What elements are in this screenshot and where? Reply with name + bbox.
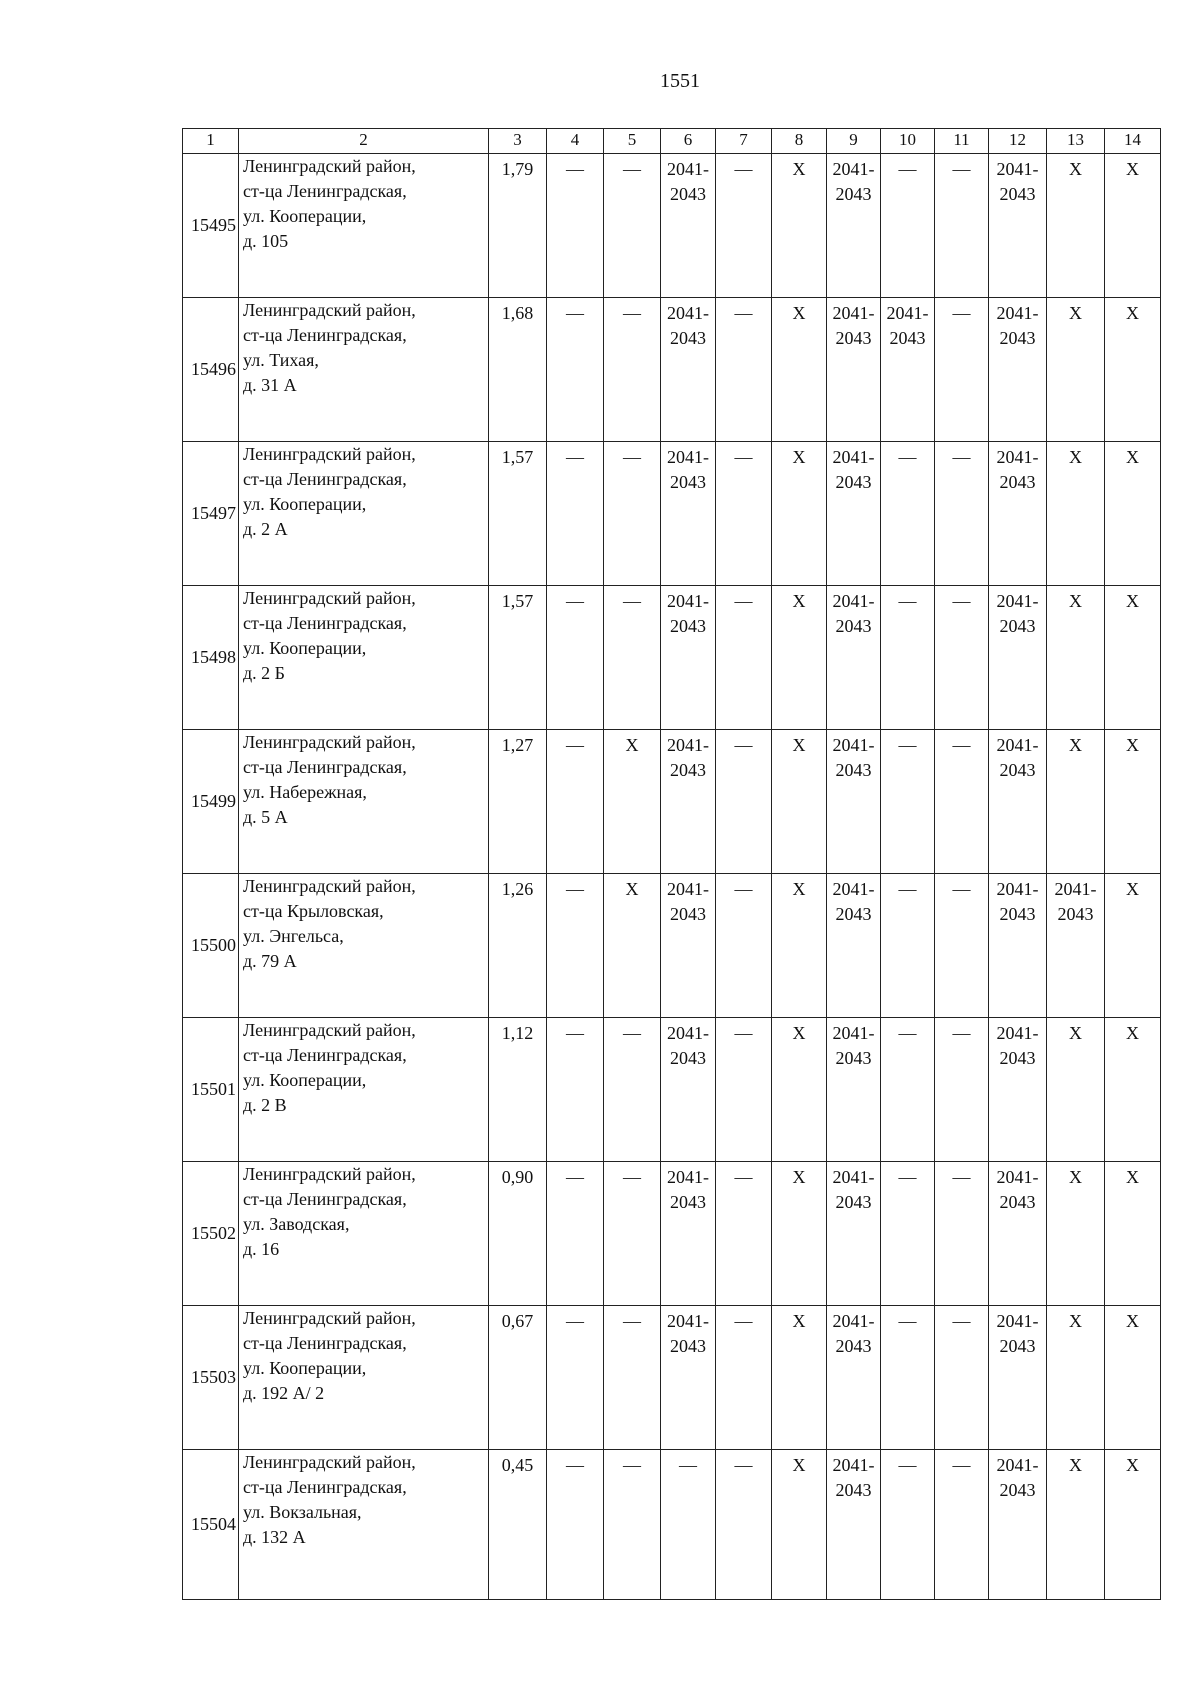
col13-cell bbox=[1047, 1306, 1105, 1450]
col4-cell: — bbox=[547, 1306, 604, 1450]
address-cell bbox=[239, 730, 489, 874]
col8-cell: Х bbox=[772, 1018, 827, 1162]
col9-cell-line: 2043 bbox=[835, 1480, 872, 1500]
col6-cell-line: 2041- bbox=[667, 303, 709, 323]
col10-cell bbox=[881, 730, 935, 874]
col6-cell-line: 2041- bbox=[667, 735, 709, 755]
address-cell bbox=[239, 1162, 489, 1306]
col6-cell-line: 2043 bbox=[670, 1336, 706, 1356]
table-row bbox=[183, 154, 1161, 298]
col9-cell-line: 2043 bbox=[835, 184, 872, 204]
col14-cell: Х bbox=[1105, 1306, 1161, 1450]
col12-cell-line: 2043 bbox=[999, 760, 1036, 780]
col5-cell: — bbox=[604, 586, 661, 730]
value-cell: 1,79 bbox=[489, 154, 547, 298]
col4-cell: — bbox=[547, 1018, 604, 1162]
col12-cell-line: 2041- bbox=[996, 447, 1039, 467]
col13-cell bbox=[1047, 586, 1105, 730]
col13-cell bbox=[1047, 442, 1105, 586]
col6-cell bbox=[661, 730, 716, 874]
address-cell-line: ул. Кооперации, bbox=[243, 638, 367, 658]
column-header: 10 bbox=[881, 129, 935, 154]
table-row bbox=[183, 298, 1161, 442]
col9-cell-line: 2043 bbox=[835, 760, 872, 780]
col10-cell bbox=[881, 154, 935, 298]
col14-cell: Х bbox=[1105, 1162, 1161, 1306]
address-cell-line: д. 5 А bbox=[243, 807, 288, 827]
column-header: 14 bbox=[1105, 129, 1161, 154]
col6-cell-line: 2041- bbox=[667, 591, 709, 611]
col12-cell-line: 2043 bbox=[999, 904, 1036, 924]
address-cell bbox=[239, 1450, 489, 1600]
col11-cell: — bbox=[935, 1018, 989, 1162]
col12-cell-line: 2041- bbox=[996, 1167, 1039, 1187]
col11-cell: — bbox=[935, 154, 989, 298]
col5-cell: — bbox=[604, 1306, 661, 1450]
record-number: 15499 bbox=[183, 730, 239, 874]
column-header: 1 bbox=[183, 129, 239, 154]
col14-cell: Х bbox=[1105, 586, 1161, 730]
col9-cell-line: 2041- bbox=[832, 1023, 875, 1043]
col12-cell bbox=[989, 874, 1047, 1018]
col9-cell bbox=[827, 442, 881, 586]
col12-cell bbox=[989, 298, 1047, 442]
col12-cell-line: 2043 bbox=[999, 1192, 1036, 1212]
col10-cell-line: — bbox=[898, 1311, 917, 1331]
col13-cell bbox=[1047, 874, 1105, 1018]
col14-cell: Х bbox=[1105, 874, 1161, 1018]
address-cell-line: ул. Тихая, bbox=[243, 350, 319, 370]
col9-cell-line: 2043 bbox=[835, 1192, 872, 1212]
col6-cell bbox=[661, 1450, 716, 1600]
page-number: 1551 bbox=[660, 70, 700, 92]
col11-cell: — bbox=[935, 1450, 989, 1600]
address-cell bbox=[239, 874, 489, 1018]
address-cell-line: ст-ца Ленинградская, bbox=[243, 1333, 407, 1353]
col12-cell bbox=[989, 1306, 1047, 1450]
address-cell-line: Ленинградский район, bbox=[243, 1020, 416, 1040]
col6-cell-line: 2041- bbox=[667, 1311, 709, 1331]
col13-cell bbox=[1047, 1018, 1105, 1162]
column-header: 3 bbox=[489, 129, 547, 154]
col9-cell-line: 2043 bbox=[835, 1048, 872, 1068]
col6-cell-line: — bbox=[679, 1455, 697, 1475]
col9-cell-line: 2043 bbox=[835, 616, 872, 636]
value-cell: 1,57 bbox=[489, 442, 547, 586]
col8-cell: Х bbox=[772, 154, 827, 298]
col9-cell-line: 2041- bbox=[832, 1167, 875, 1187]
col7-cell: — bbox=[716, 154, 772, 298]
col10-cell-line: — bbox=[898, 735, 917, 755]
col10-cell bbox=[881, 586, 935, 730]
address-cell-line: ул. Заводская, bbox=[243, 1214, 350, 1234]
col7-cell: — bbox=[716, 1450, 772, 1600]
address-cell-line: ст-ца Ленинградская, bbox=[243, 1477, 407, 1497]
col10-cell-line: — bbox=[898, 159, 917, 179]
address-cell-line: д. 2 А bbox=[243, 519, 288, 539]
table-row bbox=[183, 1162, 1161, 1306]
record-number: 15498 bbox=[183, 586, 239, 730]
address-cell-line: ул. Кооперации, bbox=[243, 206, 367, 226]
col13-cell-line: Х bbox=[1069, 159, 1082, 179]
col8-cell: Х bbox=[772, 874, 827, 1018]
address-cell-line: ст-ца Ленинградская, bbox=[243, 181, 407, 201]
table-row bbox=[183, 874, 1161, 1018]
address-cell-line: Ленинградский район, bbox=[243, 1308, 416, 1328]
address-cell-line: д. 2 Б bbox=[243, 663, 285, 683]
col12-cell-line: 2043 bbox=[999, 1336, 1036, 1356]
table-row bbox=[183, 1018, 1161, 1162]
col9-cell-line: 2043 bbox=[835, 328, 872, 348]
column-number-row bbox=[183, 129, 1161, 154]
col9-cell-line: 2041- bbox=[832, 1311, 875, 1331]
col10-cell bbox=[881, 1018, 935, 1162]
col4-cell: — bbox=[547, 154, 604, 298]
col14-cell: Х bbox=[1105, 298, 1161, 442]
col8-cell: Х bbox=[772, 1306, 827, 1450]
col12-cell-line: 2043 bbox=[999, 1048, 1036, 1068]
col5-cell: — bbox=[604, 1162, 661, 1306]
col10-cell-line: 2041- bbox=[886, 303, 929, 323]
col7-cell: — bbox=[716, 442, 772, 586]
col5-cell: — bbox=[604, 1450, 661, 1600]
address-cell-line: ул. Набережная, bbox=[243, 782, 367, 802]
col6-cell-line: 2041- bbox=[667, 1167, 709, 1187]
col5-cell: — bbox=[604, 442, 661, 586]
col12-cell-line: 2041- bbox=[996, 1023, 1039, 1043]
col7-cell: — bbox=[716, 874, 772, 1018]
table-row bbox=[183, 442, 1161, 586]
col12-cell-line: 2043 bbox=[999, 184, 1036, 204]
record-number: 15496 bbox=[183, 298, 239, 442]
address-cell-line: Ленинградский район, bbox=[243, 588, 416, 608]
col8-cell: Х bbox=[772, 730, 827, 874]
address-cell-line: ул. Кооперации, bbox=[243, 1070, 367, 1090]
col12-cell bbox=[989, 442, 1047, 586]
col12-cell bbox=[989, 730, 1047, 874]
record-number: 15504 bbox=[183, 1450, 239, 1600]
address-cell bbox=[239, 298, 489, 442]
column-header: 4 bbox=[547, 129, 604, 154]
value-cell: 0,90 bbox=[489, 1162, 547, 1306]
col10-cell bbox=[881, 298, 935, 442]
col4-cell: — bbox=[547, 442, 604, 586]
value-cell: 0,67 bbox=[489, 1306, 547, 1450]
col11-cell: — bbox=[935, 730, 989, 874]
col14-cell: Х bbox=[1105, 154, 1161, 298]
col6-cell-line: 2043 bbox=[670, 1048, 706, 1068]
col9-cell bbox=[827, 730, 881, 874]
col12-cell-line: 2043 bbox=[999, 472, 1036, 492]
col6-cell-line: 2043 bbox=[670, 616, 706, 636]
col6-cell bbox=[661, 874, 716, 1018]
col6-cell-line: 2043 bbox=[670, 760, 706, 780]
col6-cell bbox=[661, 1306, 716, 1450]
table-row bbox=[183, 586, 1161, 730]
address-cell-line: ст-ца Ленинградская, bbox=[243, 1045, 407, 1065]
value-cell: 1,12 bbox=[489, 1018, 547, 1162]
column-header: 7 bbox=[716, 129, 772, 154]
address-cell-line: Ленинградский район, bbox=[243, 1452, 416, 1472]
col10-cell bbox=[881, 442, 935, 586]
col6-cell bbox=[661, 442, 716, 586]
column-header: 2 bbox=[239, 129, 489, 154]
col6-cell-line: 2043 bbox=[670, 904, 706, 924]
col9-cell-line: 2041- bbox=[832, 879, 875, 899]
col7-cell: — bbox=[716, 586, 772, 730]
address-cell-line: д. 31 А bbox=[243, 375, 297, 395]
col11-cell: — bbox=[935, 442, 989, 586]
col4-cell: — bbox=[547, 874, 604, 1018]
col6-cell-line: 2041- bbox=[667, 159, 709, 179]
col6-cell bbox=[661, 154, 716, 298]
address-cell-line: д. 192 А/ 2 bbox=[243, 1383, 325, 1403]
col14-cell: Х bbox=[1105, 1450, 1161, 1600]
col10-cell-line: — bbox=[898, 447, 917, 467]
col5-cell: — bbox=[604, 1018, 661, 1162]
col9-cell bbox=[827, 1162, 881, 1306]
col9-cell bbox=[827, 874, 881, 1018]
col13-cell-line: Х bbox=[1069, 1023, 1082, 1043]
col9-cell bbox=[827, 1306, 881, 1450]
col13-cell-line: Х bbox=[1069, 1455, 1082, 1475]
table-row bbox=[183, 730, 1161, 874]
col7-cell: — bbox=[716, 1162, 772, 1306]
col13-cell bbox=[1047, 298, 1105, 442]
address-cell-line: ст-ца Ленинградская, bbox=[243, 757, 407, 777]
col5-cell: — bbox=[604, 154, 661, 298]
value-cell: 1,68 bbox=[489, 298, 547, 442]
col8-cell: Х bbox=[772, 298, 827, 442]
address-cell-line: ст-ца Ленинградская, bbox=[243, 613, 407, 633]
col6-cell-line: 2043 bbox=[670, 184, 706, 204]
col12-cell bbox=[989, 1018, 1047, 1162]
col10-cell bbox=[881, 1162, 935, 1306]
value-cell: 1,57 bbox=[489, 586, 547, 730]
column-header: 6 bbox=[661, 129, 716, 154]
col7-cell: — bbox=[716, 730, 772, 874]
col10-cell-line: — bbox=[898, 879, 917, 899]
col6-cell-line: 2041- bbox=[667, 447, 709, 467]
address-cell-line: ст-ца Ленинградская, bbox=[243, 469, 407, 489]
column-header: 9 bbox=[827, 129, 881, 154]
col12-cell bbox=[989, 154, 1047, 298]
col12-cell-line: 2041- bbox=[996, 159, 1039, 179]
col6-cell-line: 2043 bbox=[670, 472, 706, 492]
col10-cell-line: — bbox=[898, 1455, 917, 1475]
col10-cell-line: — bbox=[898, 1167, 917, 1187]
address-cell-line: Ленинградский район, bbox=[243, 300, 416, 320]
col10-cell-line: 2043 bbox=[889, 328, 926, 348]
col13-cell-line: Х bbox=[1069, 1167, 1082, 1187]
col8-cell: Х bbox=[772, 1162, 827, 1306]
address-cell-line: д. 105 bbox=[243, 231, 289, 251]
record-number: 15502 bbox=[183, 1162, 239, 1306]
col12-cell bbox=[989, 1450, 1047, 1600]
col12-cell-line: 2041- bbox=[996, 879, 1039, 899]
col14-cell: Х bbox=[1105, 730, 1161, 874]
record-number: 15501 bbox=[183, 1018, 239, 1162]
column-header: 13 bbox=[1047, 129, 1105, 154]
col13-cell bbox=[1047, 154, 1105, 298]
address-cell bbox=[239, 586, 489, 730]
col5-cell: Х bbox=[604, 730, 661, 874]
address-cell-line: ул. Энгельса, bbox=[243, 926, 344, 946]
col13-cell-line: 2041- bbox=[1054, 879, 1097, 899]
col7-cell: — bbox=[716, 1306, 772, 1450]
col13-cell-line: 2043 bbox=[1057, 904, 1094, 924]
address-cell-line: ст-ца Ленинградская, bbox=[243, 325, 407, 345]
col8-cell: Х bbox=[772, 586, 827, 730]
col9-cell bbox=[827, 586, 881, 730]
col9-cell bbox=[827, 1018, 881, 1162]
col4-cell: — bbox=[547, 1450, 604, 1600]
col12-cell bbox=[989, 1162, 1047, 1306]
value-cell: 1,26 bbox=[489, 874, 547, 1018]
col6-cell-line: 2041- bbox=[667, 1023, 709, 1043]
col6-cell bbox=[661, 1018, 716, 1162]
col5-cell: Х bbox=[604, 874, 661, 1018]
col13-cell-line: Х bbox=[1069, 303, 1082, 323]
column-header: 11 bbox=[935, 129, 989, 154]
col11-cell: — bbox=[935, 586, 989, 730]
address-cell-line: д. 132 А bbox=[243, 1527, 306, 1547]
col10-cell bbox=[881, 1450, 935, 1600]
col9-cell-line: 2041- bbox=[832, 159, 875, 179]
column-header: 8 bbox=[772, 129, 827, 154]
col13-cell-line: Х bbox=[1069, 735, 1082, 755]
col12-cell-line: 2041- bbox=[996, 735, 1039, 755]
address-cell-line: ул. Кооперации, bbox=[243, 494, 367, 514]
col9-cell-line: 2041- bbox=[832, 735, 875, 755]
col6-cell-line: 2043 bbox=[670, 328, 706, 348]
col13-cell bbox=[1047, 730, 1105, 874]
col4-cell: — bbox=[547, 298, 604, 442]
record-number: 15503 bbox=[183, 1306, 239, 1450]
address-cell-line: д. 79 А bbox=[243, 951, 297, 971]
address-cell-line: Ленинградский район, bbox=[243, 732, 416, 752]
value-cell: 1,27 bbox=[489, 730, 547, 874]
col10-cell bbox=[881, 1306, 935, 1450]
col8-cell: Х bbox=[772, 1450, 827, 1600]
col9-cell bbox=[827, 154, 881, 298]
col10-cell-line: — bbox=[898, 591, 917, 611]
col9-cell-line: 2041- bbox=[832, 591, 875, 611]
record-number: 15497 bbox=[183, 442, 239, 586]
address-cell bbox=[239, 154, 489, 298]
address-cell-line: ул. Вокзальная, bbox=[243, 1502, 362, 1522]
col7-cell: — bbox=[716, 298, 772, 442]
address-cell-line: ул. Кооперации, bbox=[243, 1358, 367, 1378]
col10-cell bbox=[881, 874, 935, 1018]
column-header: 5 bbox=[604, 129, 661, 154]
col13-cell-line: Х bbox=[1069, 447, 1082, 467]
col9-cell-line: 2043 bbox=[835, 1336, 872, 1356]
col8-cell: Х bbox=[772, 442, 827, 586]
col4-cell: — bbox=[547, 1162, 604, 1306]
col6-cell bbox=[661, 298, 716, 442]
table-row bbox=[183, 1306, 1161, 1450]
col12-cell bbox=[989, 586, 1047, 730]
address-cell-line: ст-ца Крыловская, bbox=[243, 901, 384, 921]
col11-cell: — bbox=[935, 298, 989, 442]
col11-cell: — bbox=[935, 1162, 989, 1306]
col5-cell: — bbox=[604, 298, 661, 442]
col6-cell-line: 2041- bbox=[667, 879, 709, 899]
col7-cell: — bbox=[716, 1018, 772, 1162]
address-cell-line: Ленинградский район, bbox=[243, 156, 416, 176]
col12-cell-line: 2041- bbox=[996, 1311, 1039, 1331]
col9-cell-line: 2041- bbox=[832, 1455, 875, 1475]
col6-cell-line: 2043 bbox=[670, 1192, 706, 1212]
address-cell bbox=[239, 442, 489, 586]
col9-cell-line: 2043 bbox=[835, 904, 872, 924]
address-cell bbox=[239, 1018, 489, 1162]
col12-cell-line: 2043 bbox=[999, 328, 1036, 348]
col11-cell: — bbox=[935, 1306, 989, 1450]
table-row bbox=[183, 1450, 1161, 1600]
col13-cell bbox=[1047, 1162, 1105, 1306]
col4-cell: — bbox=[547, 586, 604, 730]
address-cell-line: Ленинградский район, bbox=[243, 876, 416, 896]
col4-cell: — bbox=[547, 730, 604, 874]
col9-cell-line: 2041- bbox=[832, 303, 875, 323]
record-number: 15495 bbox=[183, 154, 239, 298]
col10-cell-line: — bbox=[898, 1023, 917, 1043]
col14-cell: Х bbox=[1105, 1018, 1161, 1162]
col9-cell-line: 2041- bbox=[832, 447, 875, 467]
column-header: 12 bbox=[989, 129, 1047, 154]
col9-cell-line: 2043 bbox=[835, 472, 872, 492]
value-cell: 0,45 bbox=[489, 1450, 547, 1600]
col12-cell-line: 2041- bbox=[996, 591, 1039, 611]
address-cell-line: ст-ца Ленинградская, bbox=[243, 1189, 407, 1209]
address-cell bbox=[239, 1306, 489, 1450]
col12-cell-line: 2041- bbox=[996, 303, 1039, 323]
col11-cell: — bbox=[935, 874, 989, 1018]
col13-cell-line: Х bbox=[1069, 591, 1082, 611]
register-table bbox=[182, 128, 1161, 1600]
col6-cell bbox=[661, 1162, 716, 1306]
address-cell-line: д. 2 В bbox=[243, 1095, 287, 1115]
col13-cell bbox=[1047, 1450, 1105, 1600]
address-cell-line: Ленинградский район, bbox=[243, 444, 416, 464]
col6-cell bbox=[661, 586, 716, 730]
col14-cell: Х bbox=[1105, 442, 1161, 586]
col12-cell-line: 2043 bbox=[999, 616, 1036, 636]
col12-cell-line: 2043 bbox=[999, 1480, 1036, 1500]
col13-cell-line: Х bbox=[1069, 1311, 1082, 1331]
address-cell-line: Ленинградский район, bbox=[243, 1164, 416, 1184]
address-cell-line: д. 16 bbox=[243, 1239, 280, 1259]
col9-cell bbox=[827, 298, 881, 442]
record-number: 15500 bbox=[183, 874, 239, 1018]
col9-cell bbox=[827, 1450, 881, 1600]
col12-cell-line: 2041- bbox=[996, 1455, 1039, 1475]
